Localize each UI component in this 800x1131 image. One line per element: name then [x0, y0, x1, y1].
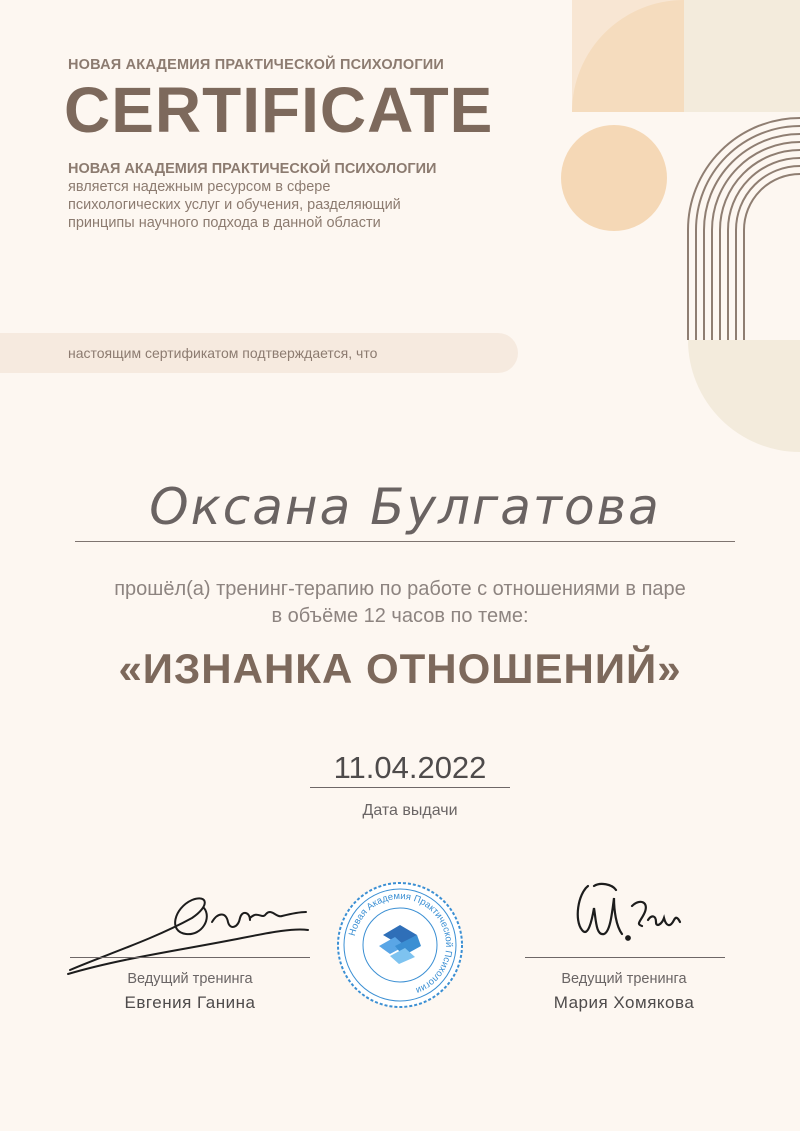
recipient-name: Оксана Булгатова — [149, 478, 661, 536]
org-description-line: психологических услуг и обучения, разделяющий — [68, 197, 401, 213]
course-description — [0, 576, 800, 630]
peach-circle-shape — [561, 125, 667, 231]
signature-left-graphic — [62, 888, 312, 983]
org-description — [68, 160, 488, 232]
decorative-shapes — [560, 0, 800, 460]
course-description-line: в объёме 12 часов по теме: — [271, 605, 529, 627]
signatory-right-name: Мария Хомякова — [553, 993, 695, 1012]
certificate-title: CERTIFICATE — [64, 74, 494, 146]
cream-square-shape — [684, 0, 800, 112]
org-description-line: является надежным ресурсом в сфере — [68, 179, 331, 195]
course-description-line: прошёл(а) тренинг-терапию по работе с отношениями в паре — [114, 578, 686, 600]
course-theme: «ИЗНАНКА ОТНОШЕНИЙ» — [118, 645, 682, 692]
signatory-left-name: Евгения Ганина — [124, 993, 256, 1012]
org-description-line: принципы научного подхода в данной области — [68, 215, 381, 231]
confirm-text: настоящим сертификатом подтверждается, что — [68, 345, 378, 361]
signature-right-line — [525, 957, 725, 958]
arch-lines-graphic — [688, 118, 800, 340]
signatory-right-role: Ведущий тренинга — [561, 971, 687, 987]
svg-text:Новая Академия Практической Пс: Новая Академия Практической Психологии — [346, 890, 455, 996]
issue-date-underline — [310, 787, 510, 788]
issue-date-label: Дата выдачи — [362, 802, 458, 819]
academy-seal — [335, 880, 465, 1010]
recipient-name-underline — [75, 541, 735, 542]
signatory-left-role: Ведущий тренинга — [127, 971, 253, 987]
org-name-heading: НОВАЯ АКАДЕМИЯ ПРАКТИЧЕСКОЙ ПСИХОЛОГИИ — [68, 57, 445, 73]
org-description-name: НОВАЯ АКАДЕМИЯ ПРАКТИЧЕСКОЙ ПСИХОЛОГИИ — [68, 161, 437, 177]
issue-date: 11.04.2022 — [333, 750, 487, 785]
signature-right-graphic — [570, 880, 690, 955]
signature-left-line — [70, 957, 310, 958]
cream-half-circle-shape — [688, 340, 800, 452]
